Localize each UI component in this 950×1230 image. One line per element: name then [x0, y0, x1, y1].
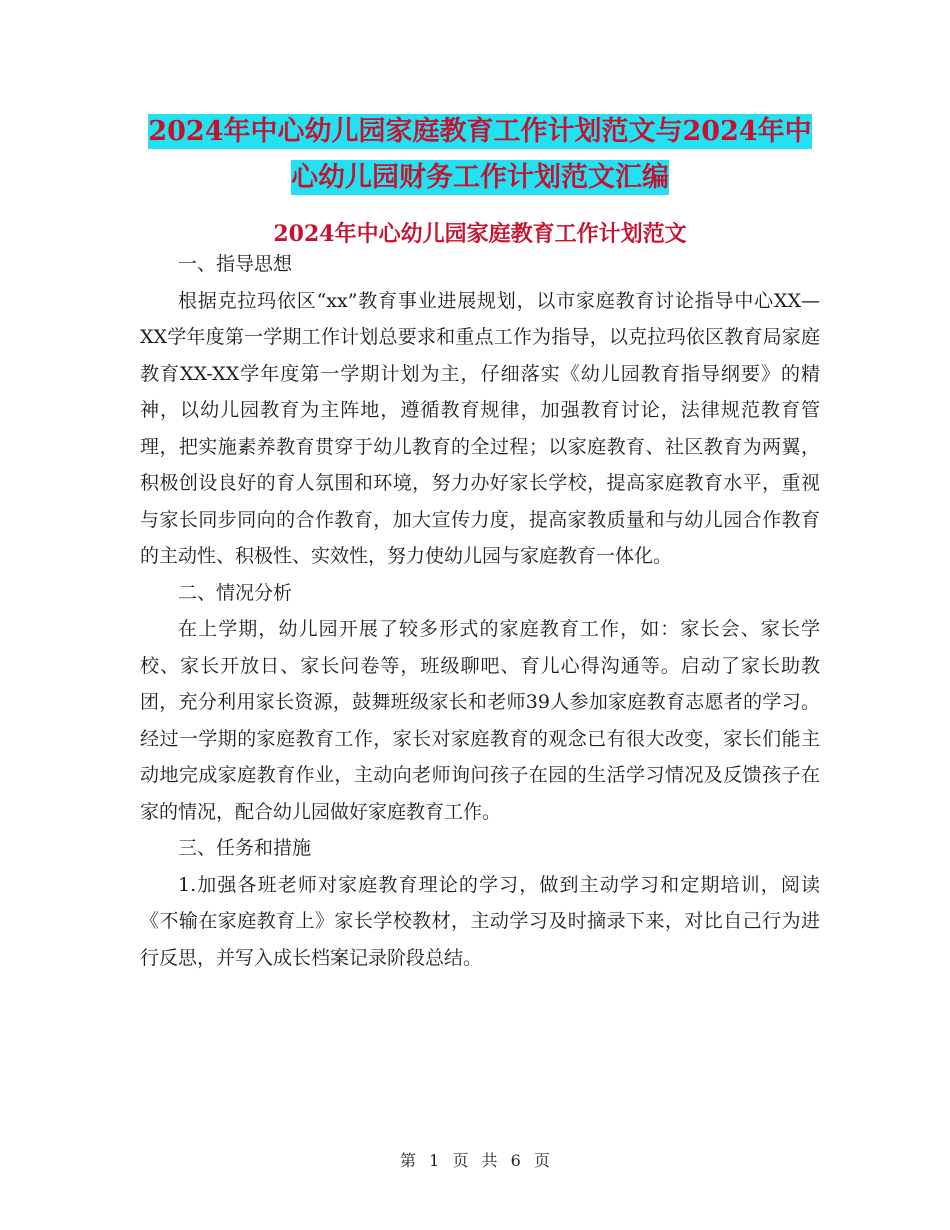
footer-total-word: 共 — [481, 1151, 498, 1170]
paragraph-guiding-ideology: 根据克拉玛依区“xx”教育事业进展规划，以市家庭教育讨论指导中心XX—XX学年度第一学期工作计划总要求和重点工作为指导，以克拉玛依区教育局家庭教育XX-XX学年度第一学期计划为主，仔细落实《幼儿园教育指导纲要》的精神，以幼儿园教育为主阵地，遵循教育规律，加强教育讨论，法律规范教育管理，把实施素养教育贯穿于幼儿教育的全过程；以家庭教育、社区教育为两翼，积极创设良好的育人氛围和环境，努力办好家长学校，提高家庭教育水平，重视与家长同步同向的合作教育，加大宣传力度，提高家教质量和与幼儿园合作教育的主动性、积极性、实效性，努力使幼儿园与家庭教育一体化。 — [140, 289, 820, 567]
title-highlight: 2024年中心幼儿园家庭教育工作计划范文与2024年中 — [148, 116, 812, 147]
section-title: 2024年中心幼儿园家庭教育工作计划范文 — [273, 221, 687, 247]
footer-suffix: 页 — [533, 1151, 550, 1170]
page-footer — [0, 1148, 950, 1171]
footer-page-number: 1 — [429, 1151, 440, 1170]
heading-situation-analysis: 二、情况分析 — [178, 581, 293, 604]
heading-guiding-ideology: 一、指导思想 — [178, 253, 293, 275]
document-title-line-2 — [140, 154, 820, 202]
title-highlight: 心幼儿园财务工作计划范文汇编 — [291, 162, 669, 193]
footer-page-word: 页 — [452, 1151, 469, 1170]
paragraph-tasks-measures: 1.加强各班老师对家庭教育理论的学习，做到主动学习和定期培训，阅读《不输在家庭教育上》家长学校教材，主动学习及时摘录下来，对比自己行为进行反思，并写入成长档案记录阶段总结。 — [140, 873, 820, 969]
paragraph-situation-analysis: 在上学期，幼儿园开展了较多形式的家庭教育工作，如：家长会、家长学校、家长开放日、家长问卷等，班级聊吧、育儿心得沟通等。启动了家长助教团，充分利用家长资源，鼓舞班级家长和老师39人参加家庭教育志愿者的学习。经过一学期的家庭教育工作，家长对家庭教育的观念已有很大改变，家长们能主动地完成家庭教育作业，主动向老师询问孩子在园的生活学习情况及反馈孩子在家的情况，配合幼儿园做好家庭教育工作。 — [140, 618, 820, 823]
footer-prefix: 第 — [400, 1151, 417, 1170]
footer-total-pages: 6 — [510, 1151, 521, 1170]
heading-tasks-measures: 三、任务和措施 — [178, 837, 312, 859]
document-body — [140, 246, 820, 976]
document-title-line-1 — [140, 108, 820, 156]
